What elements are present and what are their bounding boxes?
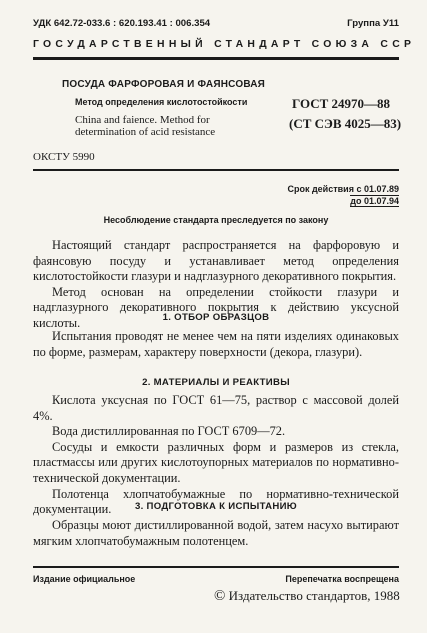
intro-paragraph: Настоящий стандарт распространяется на фарфоровую и фаянсовую посуду и устанавливает метод определения кислотостойкости глазури и надглазурного декоративного покрытия. [33, 238, 399, 284]
section-heading-materials: 2. МАТЕРИАЛЫ И РЕАКТИВЫ [142, 377, 290, 388]
validity-end-date: до 01.07.94 [350, 196, 399, 206]
sev-number: (СТ СЭВ 4025—83) [289, 116, 402, 131]
intro-paragraph: Метод основан на определении стойкости глазури и надглазурного декоративного покрытия к действию уксусной кислоты. [33, 284, 399, 330]
section-paragraph: Вода дистиллированная по ГОСТ 6709—72. [52, 424, 286, 439]
header-rule [33, 57, 399, 60]
udk-code: УДК 642.72-033.6 : 620.193.41 : 006.354 [33, 18, 211, 29]
section-paragraph: Кислота уксусная по ГОСТ 61—75, раствор с массовой долей 4%. [33, 393, 399, 423]
section-paragraph: Испытания проводят не менее чем на пяти изделиях одинаковых по форме, размерам, характеру поверхности (декора, глазури). [33, 329, 399, 359]
document-title: ПОСУДА ФАРФОРОВАЯ И ФАЯНСОВАЯ [62, 79, 266, 90]
section-paragraph: Полотенца хлопчатобумажные по нормативно-технической документации. [33, 486, 399, 517]
footer-rule [33, 566, 399, 568]
official-edition-label: Издание официальное [33, 574, 136, 584]
english-title: China and faience. Method for determination of acid resistance [75, 114, 216, 138]
document-subtitle: Метод определения кислотостойкости [75, 97, 248, 107]
reprint-prohibited-label: Перепечатка воспрещена [285, 574, 399, 584]
section-text-materials [33, 393, 399, 518]
section-heading-sampling: 1. ОТБОР ОБРАЗЦОВ [162, 312, 270, 323]
validity-period: Срок действия с 01.07.89 до 01.07.94 [287, 184, 399, 206]
section-paragraph: Сосуды и емкости различных форм и размеров из стекла, пластмассы или других кислотоупорных материалов по нормативно-технической документации. [33, 439, 399, 485]
state-standard-heading: ГОСУДАРСТВЕННЫЙ СТАНДАРТ СОЮЗА ССР [33, 39, 416, 50]
copyright-line [214, 588, 400, 605]
gost-number: ГОСТ 24970—88 [292, 96, 391, 111]
section-text-sampling [33, 329, 399, 360]
section-paragraph: Образцы моют дистиллированной водой, затем насухо вытирают мягким хлопчатобумажным полотенцем. [33, 518, 399, 548]
section-heading-preparation: 3. ПОДГОТОВКА К ИСПЫТАНИЮ [134, 501, 297, 512]
legal-warning: Несоблюдение стандарта преследуется по закону [103, 215, 329, 225]
section-text-preparation [33, 518, 399, 549]
title-rule [33, 169, 399, 171]
group-code: Группа У11 [347, 18, 399, 29]
publisher-name: Издательство стандартов, 1988 [228, 588, 400, 603]
copyright-symbol: © [214, 588, 226, 604]
okstu-code: ОКСТУ 5990 [33, 151, 95, 163]
